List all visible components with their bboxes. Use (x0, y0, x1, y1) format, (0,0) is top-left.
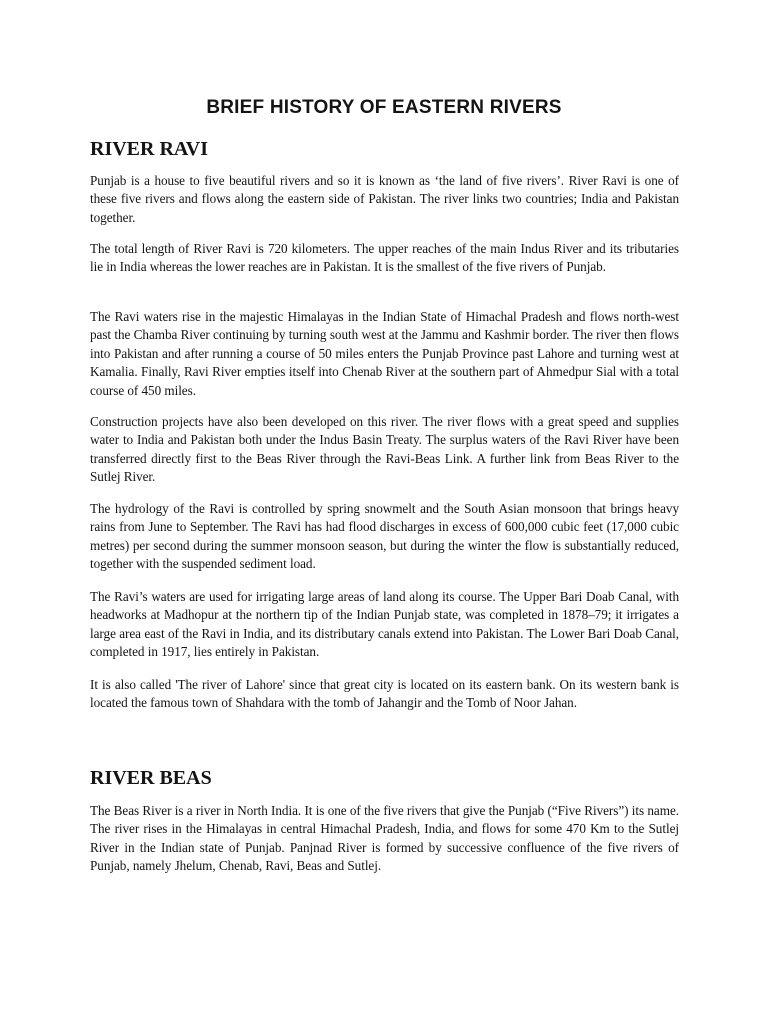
document-title: BRIEF HISTORY OF EASTERN RIVERS (206, 97, 562, 118)
section-heading-river-ravi: RIVER RAVI (90, 138, 208, 160)
paragraph: The Ravi waters rise in the majestic Himalayas in the Indian State of Himachal Pradesh and flows north-west past the Chamba River continuing by turning south west at the Jammu and Kashmir border. The river then flows into Pakistan and after running a course of 50 miles enters the Punjab Province past Lahore and turning west at Kamalia. Finally, Ravi River empties itself into Chenab River at the southern part of Ahmedpur Sial with a total course of 450 miles. (90, 309, 679, 398)
paragraph: Construction projects have also been developed on this river. The river flows with a great speed and supplies water to India and Pakistan both under the Indus Basin Treaty. The surplus waters of the Ravi River have been transferred directly first to the Beas River through the Ravi-Beas Link. A further link from Beas River to the Sutlej River. (90, 414, 679, 485)
paragraph: Punjab is a house to five beautiful rivers and so it is known as ‘the land of five rivers’. River Ravi is one of these five rivers and flows along the eastern side of Pakistan. The river links two countries; India and Pakistan together. (90, 173, 679, 225)
paragraph: It is also called 'The river of Lahore' since that great city is located on its eastern bank. On its western bank is located the famous town of Shahdara with the tomb of Jahangir and the Tomb of Noor Jahan. (90, 677, 679, 711)
paragraph: The Ravi’s waters are used for irrigating large areas of land along its course. The Upper Bari Doab Canal, with headworks at Madhopur at the northern tip of the Indian Punjab state, was completed in 1878–79; it irrigates a large area east of the Ravi in India, and its distributary canals extend into Pakistan. The Lower Bari Doab Canal, completed in 1917, lies entirely in Pakistan. (90, 589, 679, 660)
paragraph: The hydrology of the Ravi is controlled by spring snowmelt and the South Asian monsoon that brings heavy rains from June to September. The Ravi has had flood discharges in excess of 600,000 cubic feet (17,000 cubic metres) per second during the summer monsoon season, but during the winter the flow is substantially reduced, together with the suspended sediment load. (90, 501, 679, 572)
paragraph: The Beas River is a river in North India. It is one of the five rivers that give the Punjab (“Five Rivers”) its name. The river rises in the Himalayas in central Himachal Pradesh, India, and flows for some 470 Km to the Sutlej River in the Indian state of Punjab. Panjnad River is formed by successive confluence of the five rivers of Punjab, namely Jhelum, Chenab, Ravi, Beas and Sutlej. (90, 803, 679, 874)
paragraph: The total length of River Ravi is 720 kilometers. The upper reaches of the main Indus River and its tributaries lie in India whereas the lower reaches are in Pakistan. It is the smallest of the five rivers of Punjab. (90, 241, 679, 275)
section-heading-river-beas: RIVER BEAS (90, 767, 212, 789)
